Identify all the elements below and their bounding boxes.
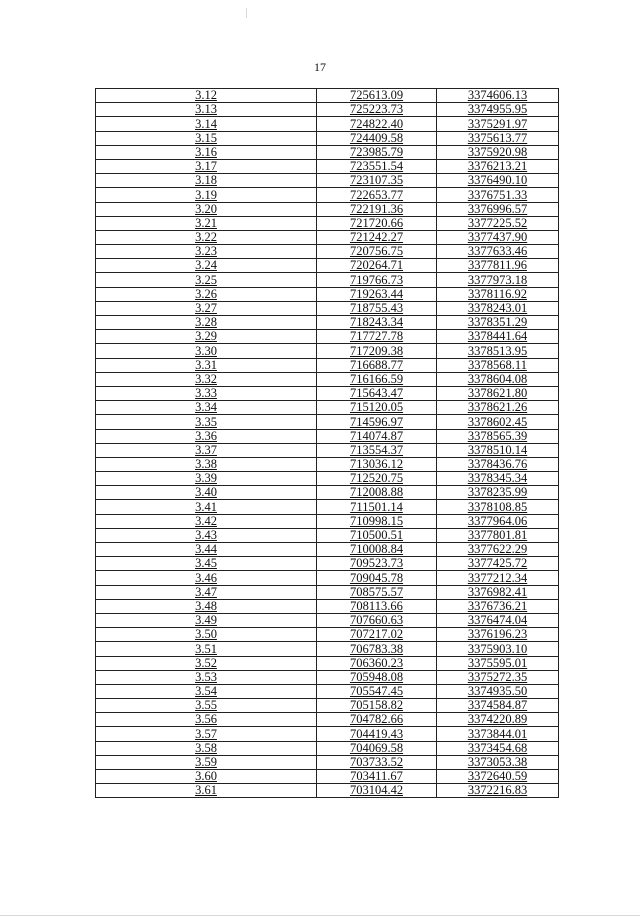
y-coordinate-cell: 3378604.08: [437, 372, 559, 386]
table-row: [96, 316, 559, 330]
x-coordinate-cell: 721720.66: [317, 216, 437, 230]
x-coordinate-cell: 708113.66: [317, 599, 437, 613]
point-number-cell: 3.31: [96, 358, 317, 372]
y-coordinate-cell: 3378108.85: [437, 500, 559, 514]
point-number-cell: 3.38: [96, 457, 317, 471]
y-coordinate-cell: 3378513.95: [437, 344, 559, 358]
y-coordinate-cell: 3377964.06: [437, 514, 559, 528]
table-row: [96, 486, 559, 500]
table-row: [96, 514, 559, 528]
x-coordinate-cell: 724409.58: [317, 131, 437, 145]
table-row: [96, 330, 559, 344]
y-coordinate-cell: 3374220.89: [437, 713, 559, 727]
table-row: [96, 159, 559, 173]
point-number-cell: 3.49: [96, 613, 317, 627]
point-number-cell: 3.52: [96, 656, 317, 670]
x-coordinate-cell: 717209.38: [317, 344, 437, 358]
y-coordinate-cell: 3375291.97: [437, 117, 559, 131]
y-coordinate-cell: 3377425.72: [437, 557, 559, 571]
table-row: [96, 599, 559, 613]
point-number-cell: 3.19: [96, 188, 317, 202]
point-number-cell: 3.28: [96, 316, 317, 330]
x-coordinate-cell: 723985.79: [317, 145, 437, 159]
point-number-cell: 3.13: [96, 103, 317, 117]
point-number-cell: 3.47: [96, 585, 317, 599]
point-number-cell: 3.34: [96, 401, 317, 415]
point-number-cell: 3.16: [96, 145, 317, 159]
y-coordinate-cell: 3375920.98: [437, 145, 559, 159]
point-number-cell: 3.15: [96, 131, 317, 145]
x-coordinate-cell: 712520.75: [317, 472, 437, 486]
point-number-cell: 3.48: [96, 599, 317, 613]
table-row: [96, 429, 559, 443]
table-row: [96, 273, 559, 287]
table-row: [96, 741, 559, 755]
table-row: [96, 259, 559, 273]
x-coordinate-cell: 707660.63: [317, 613, 437, 627]
table-row: [96, 585, 559, 599]
x-coordinate-cell: 725223.73: [317, 103, 437, 117]
point-number-cell: 3.57: [96, 727, 317, 741]
point-number-cell: 3.44: [96, 543, 317, 557]
table-row: [96, 89, 559, 103]
point-number-cell: 3.46: [96, 571, 317, 585]
y-coordinate-cell: 3372640.59: [437, 770, 559, 784]
table-row: [96, 358, 559, 372]
x-coordinate-cell: 704782.66: [317, 713, 437, 727]
table-row: [96, 656, 559, 670]
x-coordinate-cell: 713036.12: [317, 457, 437, 471]
x-coordinate-cell: 710500.51: [317, 528, 437, 542]
point-number-cell: 3.56: [96, 713, 317, 727]
x-coordinate-cell: 720264.71: [317, 259, 437, 273]
x-coordinate-cell: 711501.14: [317, 500, 437, 514]
table-row: [96, 174, 559, 188]
y-coordinate-cell: 3377811.96: [437, 259, 559, 273]
point-number-cell: 3.50: [96, 628, 317, 642]
x-coordinate-cell: 703104.42: [317, 784, 437, 798]
x-coordinate-cell: 722653.77: [317, 188, 437, 202]
y-coordinate-cell: 3375595.01: [437, 656, 559, 670]
y-coordinate-cell: 3376736.21: [437, 599, 559, 613]
coordinates-table-body: [96, 89, 559, 798]
y-coordinate-cell: 3376982.41: [437, 585, 559, 599]
y-coordinate-cell: 3376490.10: [437, 174, 559, 188]
y-coordinate-cell: 3377973.18: [437, 273, 559, 287]
table-row: [96, 528, 559, 542]
y-coordinate-cell: 3378441.64: [437, 330, 559, 344]
y-coordinate-cell: 3375613.77: [437, 131, 559, 145]
y-coordinate-cell: 3378602.45: [437, 415, 559, 429]
table-row: [96, 642, 559, 656]
table-row: [96, 472, 559, 486]
table-row: [96, 287, 559, 301]
point-number-cell: 3.14: [96, 117, 317, 131]
x-coordinate-cell: 715120.05: [317, 401, 437, 415]
point-number-cell: 3.43: [96, 528, 317, 542]
x-coordinate-cell: 705547.45: [317, 684, 437, 698]
point-number-cell: 3.26: [96, 287, 317, 301]
table-row: [96, 372, 559, 386]
x-coordinate-cell: 723551.54: [317, 159, 437, 173]
x-coordinate-cell: 718755.43: [317, 301, 437, 315]
x-coordinate-cell: 710998.15: [317, 514, 437, 528]
coordinates-table: [95, 88, 559, 798]
y-coordinate-cell: 3377801.81: [437, 528, 559, 542]
point-number-cell: 3.27: [96, 301, 317, 315]
table-row: [96, 613, 559, 627]
point-number-cell: 3.24: [96, 259, 317, 273]
y-coordinate-cell: 3377622.29: [437, 543, 559, 557]
x-coordinate-cell: 704419.43: [317, 727, 437, 741]
x-coordinate-cell: 719263.44: [317, 287, 437, 301]
x-coordinate-cell: 716688.77: [317, 358, 437, 372]
table-row: [96, 188, 559, 202]
table-row: [96, 457, 559, 471]
table-row: [96, 344, 559, 358]
y-coordinate-cell: 3376196.23: [437, 628, 559, 642]
y-coordinate-cell: 3375272.35: [437, 670, 559, 684]
y-coordinate-cell: 3378235.99: [437, 486, 559, 500]
point-number-cell: 3.42: [96, 514, 317, 528]
table-row: [96, 103, 559, 117]
y-coordinate-cell: 3376751.33: [437, 188, 559, 202]
table-row: [96, 727, 559, 741]
table-row: [96, 216, 559, 230]
table-row: [96, 202, 559, 216]
point-number-cell: 3.35: [96, 415, 317, 429]
table-row: [96, 543, 559, 557]
y-coordinate-cell: 3378436.76: [437, 457, 559, 471]
point-number-cell: 3.55: [96, 699, 317, 713]
x-coordinate-cell: 704069.58: [317, 741, 437, 755]
y-coordinate-cell: 3377437.90: [437, 230, 559, 244]
table-row: [96, 245, 559, 259]
y-coordinate-cell: 3378351.29: [437, 316, 559, 330]
table-row: [96, 670, 559, 684]
table-row: [96, 500, 559, 514]
x-coordinate-cell: 713554.37: [317, 443, 437, 457]
point-number-cell: 3.53: [96, 670, 317, 684]
table-row: [96, 145, 559, 159]
point-number-cell: 3.33: [96, 386, 317, 400]
x-coordinate-cell: 724822.40: [317, 117, 437, 131]
y-coordinate-cell: 3378345.34: [437, 472, 559, 486]
point-number-cell: 3.45: [96, 557, 317, 571]
y-coordinate-cell: 3372216.83: [437, 784, 559, 798]
x-coordinate-cell: 712008.88: [317, 486, 437, 500]
point-number-cell: 3.58: [96, 741, 317, 755]
point-number-cell: 3.23: [96, 245, 317, 259]
point-number-cell: 3.61: [96, 784, 317, 798]
x-coordinate-cell: 709045.78: [317, 571, 437, 585]
y-coordinate-cell: 3378116.92: [437, 287, 559, 301]
point-number-cell: 3.59: [96, 755, 317, 769]
point-number-cell: 3.12: [96, 89, 317, 103]
y-coordinate-cell: 3378243.01: [437, 301, 559, 315]
x-coordinate-cell: 716166.59: [317, 372, 437, 386]
y-coordinate-cell: 3374606.13: [437, 89, 559, 103]
x-coordinate-cell: 721242.27: [317, 230, 437, 244]
x-coordinate-cell: 705158.82: [317, 699, 437, 713]
table-row: [96, 443, 559, 457]
y-coordinate-cell: 3376474.04: [437, 613, 559, 627]
x-coordinate-cell: 710008.84: [317, 543, 437, 557]
table-row: [96, 117, 559, 131]
x-coordinate-cell: 725613.09: [317, 89, 437, 103]
y-coordinate-cell: 3374935.50: [437, 684, 559, 698]
x-coordinate-cell: 715643.47: [317, 386, 437, 400]
x-coordinate-cell: 718243.34: [317, 316, 437, 330]
y-coordinate-cell: 3373454.68: [437, 741, 559, 755]
table-row: [96, 784, 559, 798]
y-coordinate-cell: 3378565.39: [437, 429, 559, 443]
x-coordinate-cell: 720756.75: [317, 245, 437, 259]
y-coordinate-cell: 3378621.26: [437, 401, 559, 415]
y-coordinate-cell: 3377633.46: [437, 245, 559, 259]
y-coordinate-cell: 3374955.95: [437, 103, 559, 117]
table-row: [96, 401, 559, 415]
page-number: 17: [314, 60, 326, 74]
point-number-cell: 3.60: [96, 770, 317, 784]
table-row: [96, 699, 559, 713]
table-row: [96, 230, 559, 244]
point-number-cell: 3.39: [96, 472, 317, 486]
point-number-cell: 3.18: [96, 174, 317, 188]
x-coordinate-cell: 703411.67: [317, 770, 437, 784]
table-row: [96, 755, 559, 769]
x-coordinate-cell: 723107.35: [317, 174, 437, 188]
table-row: [96, 684, 559, 698]
x-coordinate-cell: 706360.23: [317, 656, 437, 670]
x-coordinate-cell: 707217.02: [317, 628, 437, 642]
x-coordinate-cell: 705948.08: [317, 670, 437, 684]
point-number-cell: 3.17: [96, 159, 317, 173]
y-coordinate-cell: 3378621.80: [437, 386, 559, 400]
scan-edge-top: [246, 8, 247, 18]
point-number-cell: 3.54: [96, 684, 317, 698]
x-coordinate-cell: 717727.78: [317, 330, 437, 344]
point-number-cell: 3.51: [96, 642, 317, 656]
y-coordinate-cell: 3374584.87: [437, 699, 559, 713]
y-coordinate-cell: 3378510.14: [437, 443, 559, 457]
x-coordinate-cell: 708575.57: [317, 585, 437, 599]
x-coordinate-cell: 706783.38: [317, 642, 437, 656]
point-number-cell: 3.22: [96, 230, 317, 244]
x-coordinate-cell: 703733.52: [317, 755, 437, 769]
y-coordinate-cell: 3373844.01: [437, 727, 559, 741]
y-coordinate-cell: 3373053.38: [437, 755, 559, 769]
y-coordinate-cell: 3377225.52: [437, 216, 559, 230]
x-coordinate-cell: 722191.36: [317, 202, 437, 216]
x-coordinate-cell: 719766.73: [317, 273, 437, 287]
y-coordinate-cell: 3377212.34: [437, 571, 559, 585]
point-number-cell: 3.37: [96, 443, 317, 457]
table-row: [96, 131, 559, 145]
table-row: [96, 770, 559, 784]
x-coordinate-cell: 709523.73: [317, 557, 437, 571]
table-row: [96, 571, 559, 585]
table-row: [96, 386, 559, 400]
table-row: [96, 301, 559, 315]
y-coordinate-cell: 3378568.11: [437, 358, 559, 372]
table-row: [96, 415, 559, 429]
point-number-cell: 3.36: [96, 429, 317, 443]
point-number-cell: 3.20: [96, 202, 317, 216]
x-coordinate-cell: 714596.97: [317, 415, 437, 429]
point-number-cell: 3.25: [96, 273, 317, 287]
table-row: [96, 628, 559, 642]
y-coordinate-cell: 3376213.21: [437, 159, 559, 173]
point-number-cell: 3.30: [96, 344, 317, 358]
x-coordinate-cell: 714074.87: [317, 429, 437, 443]
point-number-cell: 3.40: [96, 486, 317, 500]
point-number-cell: 3.21: [96, 216, 317, 230]
table-row: [96, 713, 559, 727]
scan-edge-bottom: [0, 915, 640, 916]
point-number-cell: 3.32: [96, 372, 317, 386]
point-number-cell: 3.41: [96, 500, 317, 514]
point-number-cell: 3.29: [96, 330, 317, 344]
y-coordinate-cell: 3376996.57: [437, 202, 559, 216]
table-row: [96, 557, 559, 571]
y-coordinate-cell: 3375903.10: [437, 642, 559, 656]
